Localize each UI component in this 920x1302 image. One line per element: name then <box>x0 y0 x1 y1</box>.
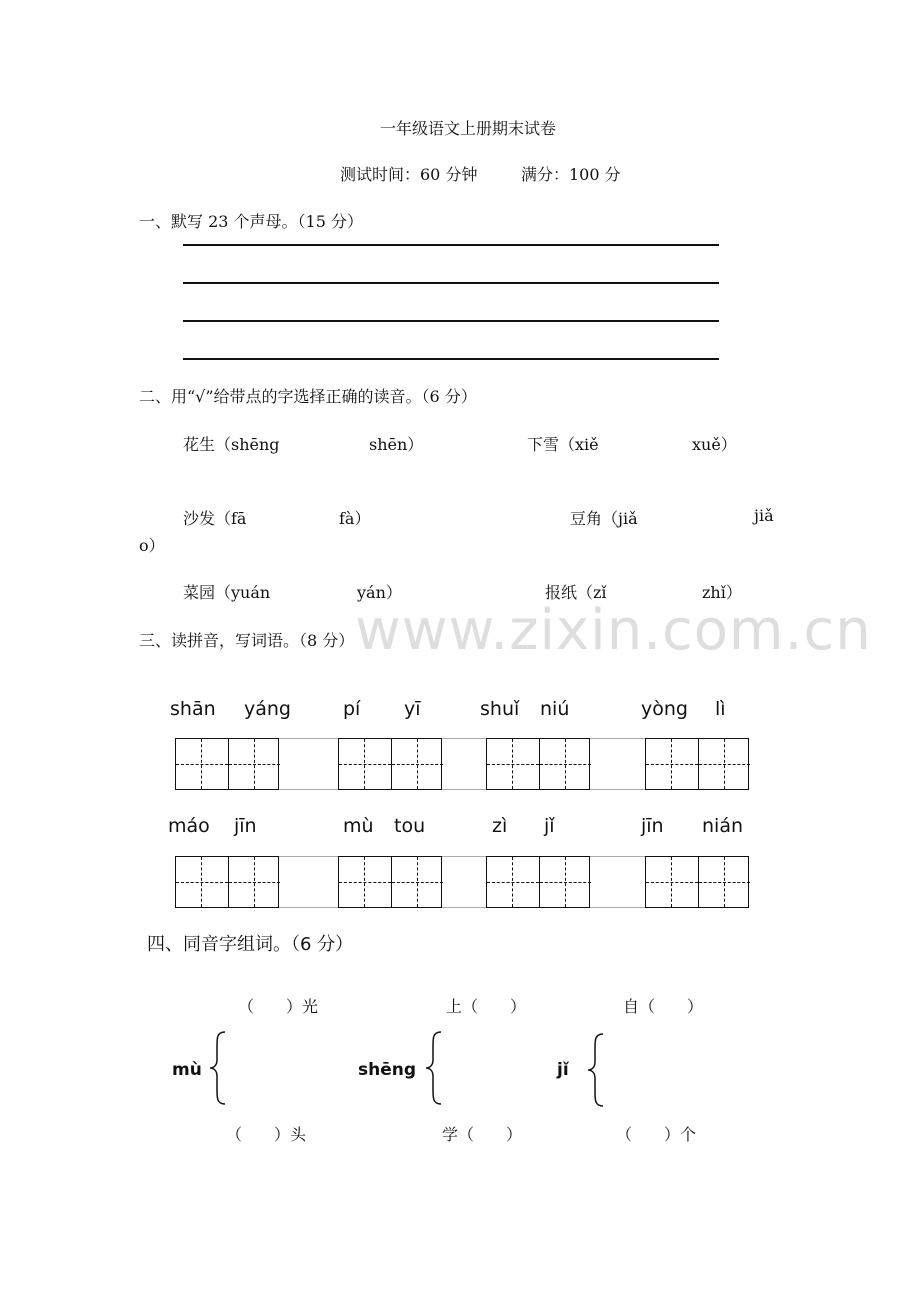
pinyin-syllable: lì <box>715 698 726 720</box>
reading-choice-word[interactable]: 报纸（zǐ <box>545 583 607 602</box>
reading-choice-wrap: o） <box>139 536 165 555</box>
reading-choice-alt[interactable]: zhǐ） <box>702 583 742 602</box>
full-score: 满分：100 分 <box>521 165 621 184</box>
reading-choice-alt[interactable]: jiǎ <box>754 506 774 525</box>
reading-choice-alt[interactable]: xuě） <box>692 435 737 454</box>
section3-heading: 三、读拼音，写词语。（8 分） <box>139 631 355 650</box>
pinyin-syllable: nián <box>702 815 744 837</box>
pinyin-syllable: shān <box>170 698 216 720</box>
writing-box[interactable] <box>175 856 279 908</box>
homophone-pinyin: shēng <box>358 1060 417 1080</box>
reading-choice-word[interactable]: 菜园（yuán <box>183 583 271 602</box>
pinyin-syllable: jīn <box>641 815 664 837</box>
reading-choice-alt[interactable]: yán） <box>357 583 402 602</box>
writing-box[interactable] <box>486 738 590 790</box>
reading-choice-word[interactable]: 沙发（fā <box>183 509 247 528</box>
box-divider <box>442 738 486 790</box>
pinyin-syllable: máo <box>168 815 210 837</box>
box-divider <box>590 856 645 908</box>
pinyin-syllable: zì <box>492 815 508 837</box>
writing-box[interactable] <box>645 856 749 908</box>
pinyin-syllable: pí <box>343 698 361 720</box>
answer-line-1[interactable] <box>183 244 719 246</box>
homophone-bottom-blank[interactable]: （ ）个 <box>616 1125 697 1144</box>
box-divider <box>279 856 338 908</box>
pinyin-syllable: yáng <box>244 698 291 720</box>
reading-choice-word[interactable]: 豆角（jiǎ <box>570 509 638 528</box>
section1-heading: 一、默写 23 个声母。（15 分） <box>139 212 363 231</box>
pinyin-syllable: mù <box>343 815 374 837</box>
section2-heading: 二、用“√”给带点的字选择正确的读音。（6 分） <box>139 387 477 406</box>
homophone-bottom-blank[interactable]: （ ）头 <box>226 1125 307 1144</box>
pinyin-syllable: yī <box>404 698 421 720</box>
page-title: 一年级语文上册期末试卷 <box>380 119 557 138</box>
answer-line-4[interactable] <box>183 358 719 360</box>
pinyin-syllable: tou <box>394 815 426 837</box>
box-divider <box>279 738 338 790</box>
writing-box[interactable] <box>175 738 279 790</box>
watermark: www.zixin.com.cn <box>355 598 872 663</box>
answer-line-2[interactable] <box>183 282 719 284</box>
homophone-top-blank[interactable]: （ ）光 <box>238 997 319 1016</box>
curly-brace-icon <box>423 1030 443 1106</box>
box-divider <box>590 738 645 790</box>
homophone-pinyin: mù <box>172 1060 202 1080</box>
test-time: 测试时间：60 分钟 <box>340 165 478 184</box>
pinyin-syllable: shuǐ <box>480 698 520 720</box>
reading-choice-word[interactable]: 花生（shēng <box>183 435 280 454</box>
reading-choice-alt[interactable]: shēn） <box>369 435 424 454</box>
writing-box[interactable] <box>338 856 442 908</box>
pinyin-syllable: jīn <box>234 815 257 837</box>
curly-brace-icon <box>207 1030 227 1106</box>
homophone-pinyin: jǐ <box>557 1060 569 1080</box>
answer-line-3[interactable] <box>183 320 719 322</box>
writing-box[interactable] <box>338 738 442 790</box>
curly-brace-icon <box>585 1032 605 1108</box>
pinyin-syllable: yòng <box>641 698 688 720</box>
homophone-top-blank[interactable]: 自（ ） <box>623 997 704 1016</box>
pinyin-syllable: niú <box>540 698 570 720</box>
homophone-bottom-blank[interactable]: 学（ ） <box>442 1125 523 1144</box>
reading-choice-alt[interactable]: fà） <box>339 509 371 528</box>
writing-box[interactable] <box>486 856 590 908</box>
writing-box[interactable] <box>645 738 749 790</box>
reading-choice-word[interactable]: 下雪（xiě <box>527 435 599 454</box>
pinyin-syllable: jǐ <box>544 815 555 837</box>
homophone-top-blank[interactable]: 上（ ） <box>446 997 527 1016</box>
box-divider <box>442 856 486 908</box>
section4-heading: 四、同音字组词。（6 分） <box>147 934 354 955</box>
